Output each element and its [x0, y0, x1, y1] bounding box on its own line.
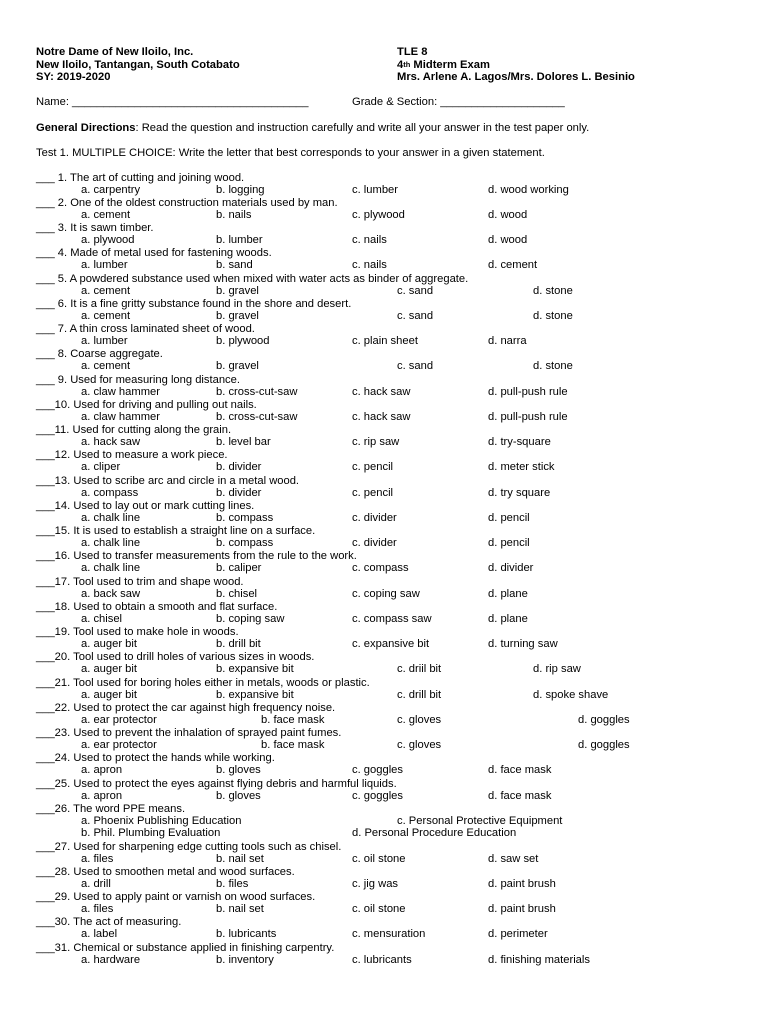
answer-option[interactable]: c. lumber	[352, 183, 399, 196]
question-stem[interactable]: ___16. Used to transfer measurements from the rule to the work.	[36, 550, 357, 563]
answer-option[interactable]: b. compass	[216, 511, 274, 524]
answer-option[interactable]: b. lumber	[216, 234, 263, 246]
answer-option[interactable]: d. finishing materials	[488, 953, 590, 966]
answer-option[interactable]: c. compass saw	[352, 612, 432, 625]
question-stem[interactable]: ___26. The word PPE means.	[36, 802, 186, 815]
answer-option[interactable]: b. lubricants	[216, 928, 277, 941]
answer-option[interactable]: c. expansive bit	[352, 638, 430, 650]
exam-number: 4	[397, 58, 404, 71]
answer-option[interactable]: c. divider	[352, 511, 397, 524]
answer-option[interactable]: d. pencil	[488, 537, 530, 549]
answer-option[interactable]: c. nails	[352, 234, 387, 246]
question-stem[interactable]: ___ 4. Made of metal used for fastening woods.	[36, 247, 272, 260]
question-stem[interactable]: ___ 6. It is a fine gritty substance found in the shore and desert.	[36, 297, 352, 310]
answer-option[interactable]: c. sand	[397, 284, 434, 297]
answer-option[interactable]: a. drill	[81, 877, 111, 890]
school-year: SY: 2019-2020	[36, 71, 111, 83]
answer-option[interactable]: b. gravel	[216, 284, 259, 297]
question-stem[interactable]: ___18. Used to obtain a smooth and flat surface.	[36, 600, 278, 613]
question-item	[0, 576, 768, 601]
question-item	[0, 841, 768, 866]
question-stem[interactable]: ___ 7. A thin cross laminated sheet of wood.	[36, 323, 255, 335]
answer-option[interactable]: c. sand	[397, 309, 434, 322]
directions-label: General Directions	[36, 121, 136, 134]
answer-option[interactable]: c. mensuration	[352, 928, 426, 941]
answer-option[interactable]: d. face mask	[488, 789, 552, 802]
answer-option[interactable]: c. rip saw	[352, 436, 400, 448]
question-stem[interactable]: ___31. Chemical or substance applied in finishing carpentry.	[36, 941, 335, 954]
answer-option[interactable]: c. gloves	[397, 739, 442, 751]
question-stem[interactable]: ___24. Used to protect the hands while working.	[36, 752, 275, 765]
answer-option[interactable]: b. inventory	[216, 953, 274, 966]
answer-option[interactable]: c. hack saw	[352, 410, 411, 423]
question-item	[0, 626, 768, 651]
answer-option[interactable]: a. chalk line	[81, 562, 141, 575]
answer-option[interactable]: b. cross-cut-saw	[216, 385, 298, 398]
answer-option[interactable]: c. hack saw	[352, 385, 411, 398]
question-stem[interactable]: ___28. Used to smoothen metal and wood surfaces.	[36, 865, 295, 878]
question-item	[0, 601, 768, 626]
answer-option[interactable]: c. pencil	[352, 461, 394, 474]
answer-option[interactable]: d. Personal Procedure Education	[352, 827, 517, 840]
answer-option[interactable]: b. gravel	[216, 360, 259, 373]
question-stem[interactable]: ___10. Used for driving and pulling out nails.	[36, 398, 257, 411]
question-stem[interactable]: ___23. Used to prevent the inhalation of sprayed paint fumes.	[36, 727, 342, 739]
answer-option[interactable]: b. chisel	[216, 587, 258, 600]
question-item	[0, 399, 768, 424]
question-stem[interactable]: ___ 8. Coarse aggregate.	[36, 348, 163, 361]
answer-option[interactable]: b. coping saw	[216, 612, 285, 625]
answer-option[interactable]: b. expansive bit	[216, 688, 294, 701]
answer-option[interactable]: a. chalk line	[81, 511, 141, 524]
question-item	[0, 222, 768, 247]
question-stem[interactable]: ___14. Used to lay out or mark cutting lines.	[36, 499, 255, 512]
answer-option[interactable]: a. files	[81, 852, 114, 865]
question-item	[0, 677, 768, 702]
answer-option[interactable]: b. level bar	[216, 436, 271, 448]
answer-option[interactable]: d. wood working	[488, 183, 569, 196]
answer-option[interactable]: a. claw hammer	[81, 410, 160, 423]
answer-option[interactable]: b. divider	[216, 486, 262, 499]
answer-option[interactable]: c. lubricants	[352, 953, 412, 966]
question-stem[interactable]: ___15. It is used to establish a straight line on a surface.	[36, 525, 316, 537]
answer-option[interactable]: a. Phoenix Publishing Education	[81, 814, 242, 827]
answer-option[interactable]: b. logging	[216, 183, 265, 196]
answer-option[interactable]: c. coping saw	[352, 587, 420, 600]
question-item	[0, 891, 768, 916]
question-stem[interactable]: ___29. Used to apply paint or varnish on wood surfaces.	[36, 891, 316, 904]
answer-option[interactable]: c. oil stone	[352, 903, 406, 916]
answer-option[interactable]: a. chisel	[81, 612, 123, 625]
answer-option[interactable]: a. lumber	[81, 335, 128, 347]
answer-option[interactable]: c. compass	[352, 562, 409, 575]
answer-option[interactable]: b. caliper	[216, 562, 262, 575]
answer-option[interactable]: a. claw hammer	[81, 385, 160, 398]
answer-option[interactable]: d. plane	[488, 587, 528, 600]
answer-option[interactable]: a. auger bit	[81, 663, 137, 676]
answer-option[interactable]: d. wood	[488, 234, 528, 246]
answer-option[interactable]: b. plywood	[216, 335, 270, 347]
answer-option[interactable]: d. paint brush	[488, 877, 556, 890]
answer-option[interactable]: a. hack saw	[81, 436, 141, 448]
question-item	[0, 197, 768, 222]
answer-option[interactable]: b. files	[216, 877, 249, 890]
question-item	[0, 702, 768, 727]
answer-option[interactable]: b. face mask	[261, 739, 325, 751]
directions-text: : Read the question and instruction carefully and write all your answer in the test paper only.	[135, 121, 590, 134]
answer-option[interactable]: d. pull-push rule	[488, 410, 568, 423]
answer-option[interactable]: a. cliper	[81, 461, 121, 474]
answer-option[interactable]: b. cross-cut-saw	[216, 410, 298, 423]
question-stem[interactable]: ___ 9. Used for measuring long distance.	[36, 373, 240, 386]
question-item	[0, 273, 768, 298]
question-item	[0, 916, 768, 941]
answer-option[interactable]: c. driil bit	[397, 663, 442, 676]
answer-option[interactable]: d. narra	[488, 335, 527, 347]
question-item	[0, 247, 768, 272]
answer-option[interactable]: d. meter stick	[488, 461, 555, 474]
school-name: Notre Dame of New Iloilo, Inc.	[36, 46, 194, 58]
answer-option[interactable]: d. perimeter	[488, 928, 548, 941]
answer-option[interactable]: c. plain sheet	[352, 335, 418, 347]
answer-option[interactable]: b. sand	[216, 259, 253, 272]
question-item	[0, 651, 768, 676]
answer-option[interactable]: c. pencil	[352, 486, 394, 499]
question-item	[0, 778, 768, 803]
answer-option[interactable]: d. stone	[533, 309, 573, 322]
answer-option[interactable]: b. gloves	[216, 764, 261, 777]
question-item	[0, 500, 768, 525]
test-title: Test 1. MULTIPLE CHOICE: Write the letter that best corresponds to your answer in a given statement.	[36, 147, 545, 159]
answer-option[interactable]: a. back saw	[81, 587, 141, 600]
answer-option[interactable]: b. nails	[216, 208, 252, 221]
question-item	[0, 172, 768, 197]
answer-option[interactable]: a. lumber	[81, 259, 128, 272]
question-item	[0, 727, 768, 752]
answer-option[interactable]: a. cement	[81, 360, 131, 373]
general-directions	[36, 122, 589, 135]
school-address: New Iloilo, Tantangan, South Cotabato	[36, 58, 240, 71]
answer-option[interactable]: a. carpentry	[81, 183, 141, 196]
question-stem[interactable]: ___ 3. It is sawn timber.	[36, 222, 154, 234]
answer-option[interactable]: d. saw set	[488, 852, 539, 865]
answer-option[interactable]: a. files	[81, 903, 114, 916]
answer-option[interactable]: a. hardware	[81, 953, 141, 966]
answer-option[interactable]: c. goggles	[352, 764, 403, 777]
question-item	[0, 323, 768, 348]
answer-option[interactable]: c. drill bit	[397, 688, 442, 701]
answer-option[interactable]: a. ear protector	[81, 739, 157, 751]
answer-option[interactable]: a. label	[81, 928, 118, 941]
grade-section-field[interactable]: Grade & Section: ____________________	[352, 96, 565, 108]
answer-option[interactable]: b. face mask	[261, 713, 325, 726]
question-stem[interactable]: ___21. Tool used for boring holes either in metals, woods or plastic.	[36, 676, 370, 689]
answer-option[interactable]: b. divider	[216, 461, 262, 474]
answer-option[interactable]: b. nail set	[216, 852, 264, 865]
question-stem[interactable]: ___17. Tool used to trim and shape wood.	[36, 575, 244, 588]
answer-option[interactable]: d. paint brush	[488, 903, 556, 916]
answer-option[interactable]: d. wood	[488, 208, 528, 221]
answer-option[interactable]: c. oil stone	[352, 852, 406, 865]
question-stem[interactable]: ___ 2. One of the oldest construction materials used by man.	[36, 196, 338, 209]
answer-option[interactable]: d. stone	[533, 284, 573, 297]
question-stem[interactable]: ___27. Used for sharpening edge cutting tools such as chisel.	[36, 840, 342, 853]
answer-option[interactable]: c. plywood	[352, 208, 405, 221]
answer-option[interactable]: a. compass	[81, 486, 139, 499]
question-item	[0, 803, 768, 840]
answer-option[interactable]: b. gloves	[216, 789, 261, 802]
question-item	[0, 525, 768, 550]
question-stem[interactable]: ___ 1. The art of cutting and joining wood.	[36, 171, 245, 184]
question-stem[interactable]: ___11. Used for cutting along the grain.	[36, 424, 232, 436]
answer-option[interactable]: b. expansive bit	[216, 663, 294, 676]
question-stem[interactable]: ___19. Tool used to make hole in woods.	[36, 626, 239, 638]
answer-option[interactable]: a. apron	[81, 789, 123, 802]
answer-option[interactable]: b. compass	[216, 537, 274, 549]
question-item	[0, 475, 768, 500]
answer-option[interactable]: d. try-square	[488, 436, 551, 448]
answer-option[interactable]: a. cement	[81, 208, 131, 221]
question-item	[0, 298, 768, 323]
question-item	[0, 942, 768, 967]
question-item	[0, 424, 768, 449]
question-stem[interactable]: ___12. Used to measure a work piece.	[36, 449, 228, 462]
answer-option[interactable]: c. nails	[352, 259, 387, 272]
answer-option[interactable]: d. goggles	[578, 739, 630, 751]
answer-option[interactable]: d. stone	[533, 360, 573, 373]
answer-option[interactable]: a. cement	[81, 284, 131, 297]
answer-option[interactable]: a. apron	[81, 764, 123, 777]
answer-option[interactable]: a. cement	[81, 309, 131, 322]
question-stem[interactable]: ___13. Used to scribe arc and circle in a metal wood.	[36, 474, 300, 487]
question-item	[0, 866, 768, 891]
answer-option[interactable]: a. ear protector	[81, 713, 157, 726]
answer-option[interactable]: b. gravel	[216, 309, 259, 322]
answer-option[interactable]: c. sand	[397, 360, 434, 373]
answer-option[interactable]: d. spoke shave	[533, 688, 609, 701]
answer-option[interactable]: a. auger bit	[81, 638, 137, 650]
question-stem[interactable]: ___30. The act of measuring.	[36, 916, 182, 929]
question-item	[0, 550, 768, 575]
answer-option[interactable]: d. rip saw	[533, 663, 581, 676]
question-stem[interactable]: ___25. Used to protect the eyes against flying debris and harmful liquids.	[36, 777, 397, 790]
answer-option[interactable]: c. goggles	[352, 789, 403, 802]
exam-ordinal-suffix: th	[403, 59, 411, 69]
answer-option[interactable]: c. Personal Protective Equipment	[397, 814, 563, 827]
answer-option[interactable]: d. divider	[488, 562, 534, 575]
question-item	[0, 374, 768, 399]
exam-title-rest: Midterm Exam	[410, 58, 490, 71]
answer-option[interactable]: b. drill bit	[216, 638, 261, 650]
answer-option[interactable]: d. pencil	[488, 511, 530, 524]
question-stem[interactable]: ___22. Used to protect the car against high frequency noise.	[36, 701, 336, 714]
name-field[interactable]: Name: ______________________________________	[36, 96, 309, 108]
answer-option[interactable]: d. plane	[488, 612, 528, 625]
answer-option[interactable]: d. try square	[488, 486, 551, 499]
question-item	[0, 752, 768, 777]
answer-option[interactable]: a. plywood	[81, 234, 135, 246]
teachers: Mrs. Arlene A. Lagos/Mrs. Dolores L. Besinio	[397, 71, 635, 83]
question-item	[0, 348, 768, 373]
answer-option[interactable]: d. goggles	[578, 713, 630, 726]
answer-option[interactable]: d. pull-push rule	[488, 385, 568, 398]
question-stem[interactable]: ___20. Tool used to drill holes of various sizes in woods.	[36, 651, 315, 664]
question-stem[interactable]: ___ 5. A powdered substance used when mixed with water acts as binder of aggregate.	[36, 272, 469, 285]
answer-option[interactable]: b. nail set	[216, 903, 264, 916]
answer-option[interactable]: c. gloves	[397, 713, 442, 726]
answer-option[interactable]: d. cement	[488, 259, 538, 272]
answer-option[interactable]: c. divider	[352, 537, 397, 549]
question-item	[0, 449, 768, 474]
exam-title	[397, 59, 490, 72]
subject: TLE 8	[397, 46, 428, 58]
answer-option[interactable]: c. jig was	[352, 877, 399, 890]
answer-option[interactable]: d. turning saw	[488, 638, 558, 650]
answer-option[interactable]: d. face mask	[488, 764, 552, 777]
answer-option[interactable]: a. chalk line	[81, 537, 141, 549]
answer-option[interactable]: a. auger bit	[81, 688, 137, 701]
answer-option[interactable]: b. Phil. Plumbing Evaluation	[81, 827, 221, 840]
